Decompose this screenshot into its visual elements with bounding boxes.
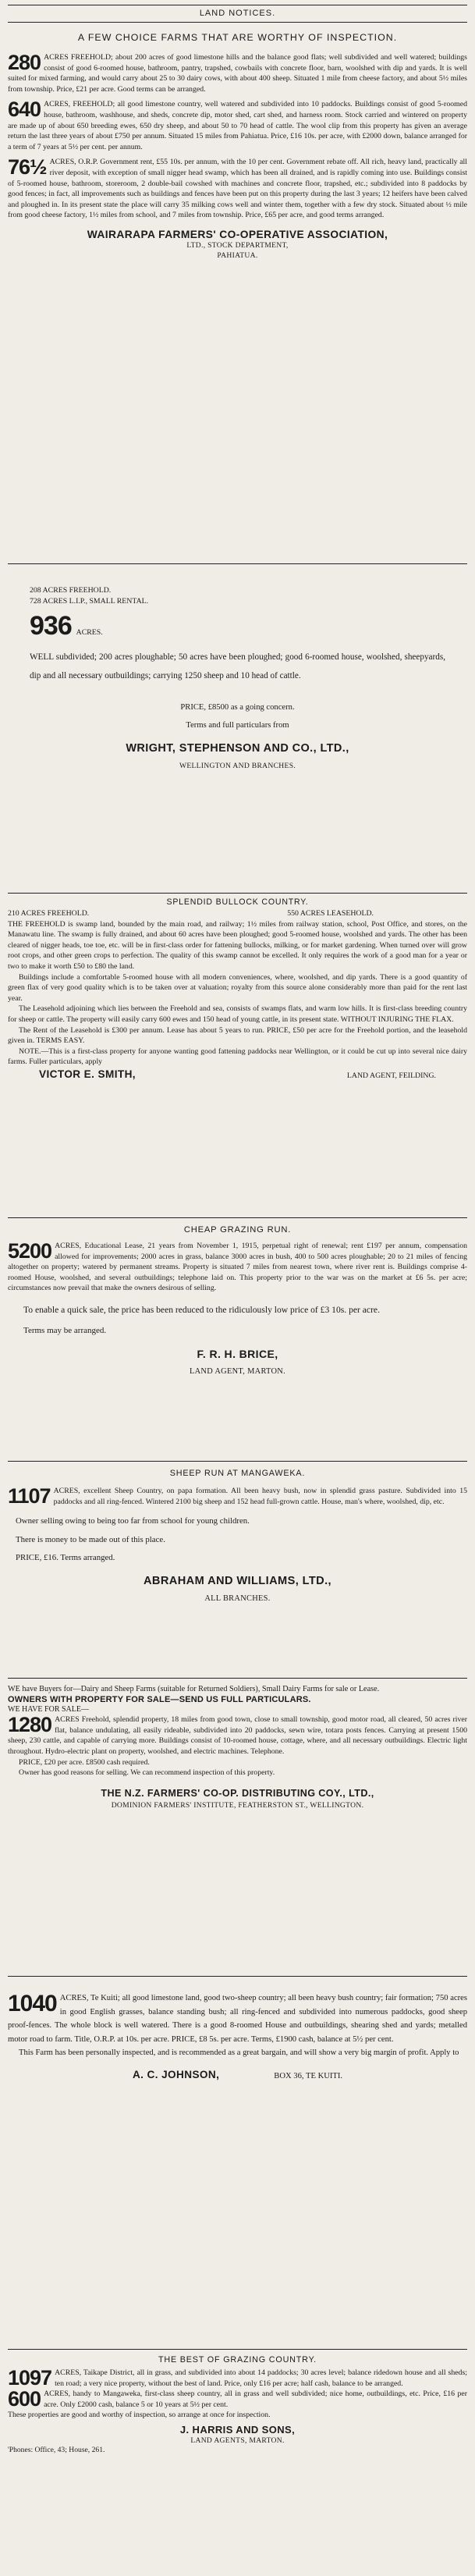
listing bbox=[8, 52, 467, 94]
listing-text: ACRES FREEHOLD; about 200 acres of good limestone hills and the balance good flats; well subdivided and well watered; buildings consist of good 6-roomed house, bathroom, pantry, trapshed, cowbails with concrete floor, barn, woolshed with dip and yards. It is well suited for mixed farming, and would carry about 25 to 30 dairy cows, with about 400 sheep. Situated 1 mile from cheese factory, and about 5½ miles from township. Price, £21 per acre. Good terms can be arranged. bbox=[8, 53, 467, 94]
agent-branches: WELLINGTON AND BRANCHES. bbox=[179, 761, 296, 770]
listing-acres: 600 bbox=[8, 2387, 41, 2411]
section-rule bbox=[8, 1678, 467, 1679]
section-heading: THE BEST OF GRAZING COUNTRY. bbox=[158, 2355, 317, 2365]
listing-text: WELL subdivided; 200 acres ploughable; 50 acres have been ploughed; good 6-roomed house, woolshed, sheepyards, dip and all necessary outbuildings; carrying 1250 sheep and 10 head of cattle. bbox=[30, 652, 445, 680]
listing-acres-row bbox=[30, 611, 445, 641]
section-grazing-country bbox=[8, 2355, 467, 2455]
listing-text: ACRES Freehold, splendid property, 18 miles from good town, close to small township, good motor road, all cleared, 50 acres river flat, balance undulating, all easily rideable, subdivided into 20 paddocks, sewn wire, totara posts fences. Carrying at present 1500 sheep, 230 cattle, and capable of carrying more. Buildings consist of 10-roomed house, cottage, where, and all necessary outbuildings. Electric light throughout. Hydro-electric plant on property, woolshed, and electric machines. Telephone. bbox=[8, 1715, 467, 1756]
listing-price: PRICE, £8500 as a going concern. bbox=[180, 702, 295, 712]
section-nz-farmers bbox=[8, 1684, 467, 1810]
section-rule bbox=[8, 563, 467, 564]
agent-name: VICTOR E. SMITH, bbox=[39, 1068, 136, 1080]
agent-name: A. C. JOHNSON, bbox=[132, 2068, 220, 2080]
sub-heading-row bbox=[8, 908, 467, 919]
paragraph: The Rent of the Leasehold is £300 per annum. Lease has about 5 years to run. PRICE, £50 per acre for the Freehold portion, and the leasehold given in. TERMS EASY. bbox=[8, 1025, 467, 1046]
header bbox=[8, 9, 467, 18]
paragraph: THE FREEHOLD is swamp land, bounded by the main road, and railway; 1½ miles from railway station, school, Post Office, and stores, on the Manawatu line. The swamp is fully drained, and about 60 acres have been ploughed; good 5-roomed house, woolshed and yards. The other has been cleared of nigger heads, toe toe, etc. will be in first-class order for fattening bullocks, milking, or for market gardening. When turned over will grow root crops, and other green crops to perfection. The quality of this swamp cannot be excelled. It only requires the work of a good man for a year or two to make it worth £50 to £80 the land. bbox=[8, 919, 467, 971]
section-heading: CHEAP GRAZING RUN. bbox=[183, 1225, 292, 1235]
agent-name: WAIRARAPA FARMERS' CO-OPERATIVE ASSOCIATION, bbox=[87, 228, 388, 240]
listing-acres: 640 bbox=[8, 98, 41, 122]
listing-note: Owner selling owing to being too far from school for young children. bbox=[16, 1516, 250, 1526]
listing-line: 728 ACRES L.I.P., SMALL RENTAL. bbox=[30, 596, 149, 606]
agent-location: LAND AGENT, FEILDING. bbox=[346, 1071, 436, 1080]
listing bbox=[8, 157, 467, 221]
listing bbox=[8, 1486, 467, 1507]
section-rule bbox=[8, 1976, 467, 1977]
page-title: LAND NOTICES. bbox=[199, 9, 276, 18]
paragraph: NOTE.—This is a first-class property for anyone wanting good fattening paddocks near Wellington, or it could be cut up into several nice dairy farms. Fuller particulars, apply bbox=[8, 1046, 467, 1067]
listing-acres: 1107 bbox=[8, 1484, 51, 1508]
section-rule bbox=[8, 2349, 467, 2350]
paragraph: The Leasehold adjoining which lies between the Freehold and sea, consists of swamps flats, and warm low hills. It is first-class breeding country for sheep or cattle. The property will easily carry 600 ewes and 150 head of young cattle, in its present state. WITHOUT INJURING THE FLAX. bbox=[8, 1004, 467, 1024]
listing-acres: 5200 bbox=[8, 1239, 52, 1263]
agent-address: DOMINION FARMERS' INSTITUTE, FEATHERSTON ST., WELLINGTON. bbox=[111, 1800, 364, 1810]
listing-text: ACRES, excellent Sheep Country, on papa formation. All been heavy bush, now in splendid grass pasture. Subdivided into 15 paddocks and all ring-fenced. Wintered 2100 big sheep and 152 head full-grown cattle. House, man's where, woolshed, dip, etc. bbox=[53, 1487, 467, 1506]
owners-notice: OWNERS WITH PROPERTY FOR SALE—SEND US FULL PARTICULARS. bbox=[8, 1694, 311, 1704]
paragraph: This Farm has been personally inspected, and is recommended as a great bargain, and will show a very big margin of profit. Apply to bbox=[19, 2048, 459, 2058]
section-mangaweka-run bbox=[8, 1469, 467, 1604]
listing-text: ACRES, Te Kuiti; all good limestone land, good two-sheep country; all been heavy bush country; fair formation; 750 acres in good English grasses, balance standing bush; all ring-fenced and subdivided into numerous paddocks, good sheep proof-fences. The whole block is well watered. There is a good 8-roomed House and outbuildings, shearing shed and yards; metalled motor road to farm. Title, O.R.P. at 10s. per acre. PRICE, £8 5s. per acre. Terms, £1900 cash, balance at 5½ per cent. bbox=[8, 1994, 467, 2044]
listing bbox=[8, 1241, 467, 1294]
listing bbox=[8, 2368, 467, 2389]
agent-location: LAND AGENTS, MARTON. bbox=[190, 2436, 285, 2445]
paragraph: Buildings include a comfortable 5-roomed house with all modern conveniences, where, woolshed, and dip yards. There is a good quantity of green flax of very good quality which is to be taken over at valuation; royalty from this source alone considerably more than paid for the rent last year. bbox=[8, 972, 467, 1003]
listing bbox=[8, 1992, 467, 2046]
agent-department: LTD., STOCK DEPARTMENT, bbox=[186, 240, 289, 250]
agent-row bbox=[8, 1069, 467, 1082]
listing-terms: Terms may be arranged. bbox=[23, 1325, 107, 1335]
section-heading: SPLENDID BULLOCK COUNTRY. bbox=[166, 897, 309, 907]
section-cheap-grazing bbox=[8, 1225, 467, 1377]
listing-text: ACRES, Educational Lease, 21 years from November 1, 1915, perpetual right of renewal; rent £197 per annum, compensation allowed for improvements; 2000 acres in grass, balance 3000 acres in bush, 400 to 500 acres ploughable; 20 to 21 miles of fencing altogether on property; watered by permanent streams. Property is situated 7 miles from nearest town, where river rent is. Buildings comprise 4-roomed House, woolshed, and several outbuildings; telephone laid on. This property prior to the war was on the market at £6 5s. per acre; circumstances now prevail that make the owners desirous of selling. bbox=[8, 1242, 467, 1293]
listing-price: PRICE, £20 per acre. £8500 cash required. bbox=[19, 1757, 150, 1767]
paragraph: These properties are good and worthy of inspection, so arrange at once for inspection. bbox=[8, 2411, 271, 2420]
agent-name: ABRAHAM AND WILLIAMS, LTD., bbox=[143, 1574, 332, 1587]
paragraph: WE have Buyers for—Dairy and Sheep Farms (suitable for Returned Soldiers), Small Dairy Farms for sale or Lease. bbox=[8, 1685, 380, 1693]
freehold-label: 210 ACRES FREEHOLD. bbox=[8, 909, 90, 918]
listing bbox=[8, 1714, 467, 1757]
listing bbox=[8, 2389, 467, 2410]
section-heading: SHEEP RUN AT MANGAWEKA. bbox=[169, 1469, 306, 1478]
section-bullock-country bbox=[8, 897, 467, 1082]
listing-text: ACRES, O.R.P. Government rent, £55 10s. per annum, with the 10 per cent. Government rebate off. All rich, heavy land, practically all river deposit, with exception of small nigger head swamp, which has been all drained, and is rapidly coming into use. Buildings consist of 5-roomed house, bathroom, storeroom, 2 double-bail cowshed with machines and concrete floor, trapshed, etc.; subdivided into 8 paddocks by good fences; in fact, all improvements such as buildings and fences have been put on this property during the last 3 years; 12 heifers have been calved and ploughed in. In its present state the place will carry 35 milking cows well and winter them, together with a few dry stock. Situated about ½ mile from good cheese factory, 1½ miles from school, and 7 miles from township. Price, £65 per acre, and good terms arranged. bbox=[8, 158, 467, 220]
listing-text: ACRES, Taikape District, all in grass, and subdivided into about 14 paddocks; 30 acres level; balance ridedown house and all sheds; ten road; a very nice property, without the best of land. Price, only £16 per acre; half cash, balance to be arranged. bbox=[55, 2368, 467, 2388]
agent-name: WRIGHT, STEPHENSON AND CO., LTD., bbox=[126, 741, 349, 755]
listing-acres: 936 bbox=[30, 611, 72, 641]
for-sale-label: WE HAVE FOR SALE— bbox=[8, 1704, 89, 1714]
listing-note: There is money to be made out of this place. bbox=[16, 1534, 165, 1544]
agent-name: J. HARRIS AND SONS, bbox=[179, 2423, 296, 2436]
listing-price: PRICE, £16. Terms arranged. bbox=[16, 1553, 115, 1563]
agent-name: THE N.Z. FARMERS' CO-OP. DISTRIBUTING COY., LTD., bbox=[101, 1787, 374, 1799]
section-rule bbox=[8, 1461, 467, 1462]
price-notice: To enable a quick sale, the price has been reduced to the ridiculously low price of £3 10s. per acre. bbox=[23, 1304, 380, 1315]
listing-line: 208 ACRES FREEHOLD. bbox=[30, 586, 112, 595]
listing-text: ACRES, handy to Mangaweka, first-class sheep country, all in grass and well subdivided; nice home, outbuildings, etc. Price, £16 per acre. Only £2000 cash, balance 5 or 10 years at 5½ per cent. bbox=[44, 2389, 467, 2409]
section-rule bbox=[8, 893, 467, 894]
agent-location: LAND AGENT, MARTON. bbox=[189, 1366, 286, 1376]
listing bbox=[8, 99, 467, 152]
section-936-acres bbox=[8, 585, 467, 771]
header-rule bbox=[8, 22, 467, 23]
section-heading: A FEW CHOICE FARMS THAT ARE WORTHY OF INSPECTION. bbox=[77, 32, 398, 43]
section-choice-farms bbox=[8, 28, 467, 261]
listing-acres: 1040 bbox=[8, 1991, 57, 2016]
agent-phones: 'Phones: Office, 43; House, 261. bbox=[8, 2445, 105, 2454]
agent-location: BOX 36, TE KUITI. bbox=[274, 2071, 343, 2080]
leasehold-label: 550 ACRES LEASEHOLD. bbox=[287, 909, 374, 918]
agent-town: PAHIATUA. bbox=[217, 250, 258, 260]
section-te-kuiti bbox=[8, 1992, 467, 2082]
listing-text: ACRES, FREEHOLD; all good limestone country, well watered and subdivided into 10 paddocks. Buildings consist of good 5-roomed house, bathroom, washhouse, and sheds, concrete dip, motor shed, cart shed, and harness room. Stock carried and wintered on property are made up of about 650 breeding ewes, 650 dry sheep, and about 50 to 70 head of cattle. The wool clip from this property has given an average return the last three years of about £750 per annum. Situated 15 miles from Pahiatua. Price, £16 10s. per acre, with £2000 down, balance arranged for a term of 7 years at 5½ per cent. per annum. bbox=[8, 100, 467, 151]
agent-row bbox=[8, 2070, 467, 2082]
agent-name: F. R. H. BRICE, bbox=[197, 1347, 278, 1360]
section-rule bbox=[8, 1217, 467, 1218]
listing-terms: Terms and full particulars from bbox=[186, 721, 289, 730]
listing-acres: 76½ bbox=[8, 155, 47, 179]
listing-acres: 1097 bbox=[8, 2366, 52, 2389]
agent-branches: ALL BRANCHES. bbox=[204, 1594, 271, 1603]
listing-acres: 1280 bbox=[8, 1713, 52, 1737]
listing-note: Owner has good reasons for selling. We can recommend inspection of this property. bbox=[19, 1768, 275, 1778]
listing-acres: 280 bbox=[8, 51, 41, 74]
listing-acres-label: ACRES. bbox=[76, 628, 103, 638]
